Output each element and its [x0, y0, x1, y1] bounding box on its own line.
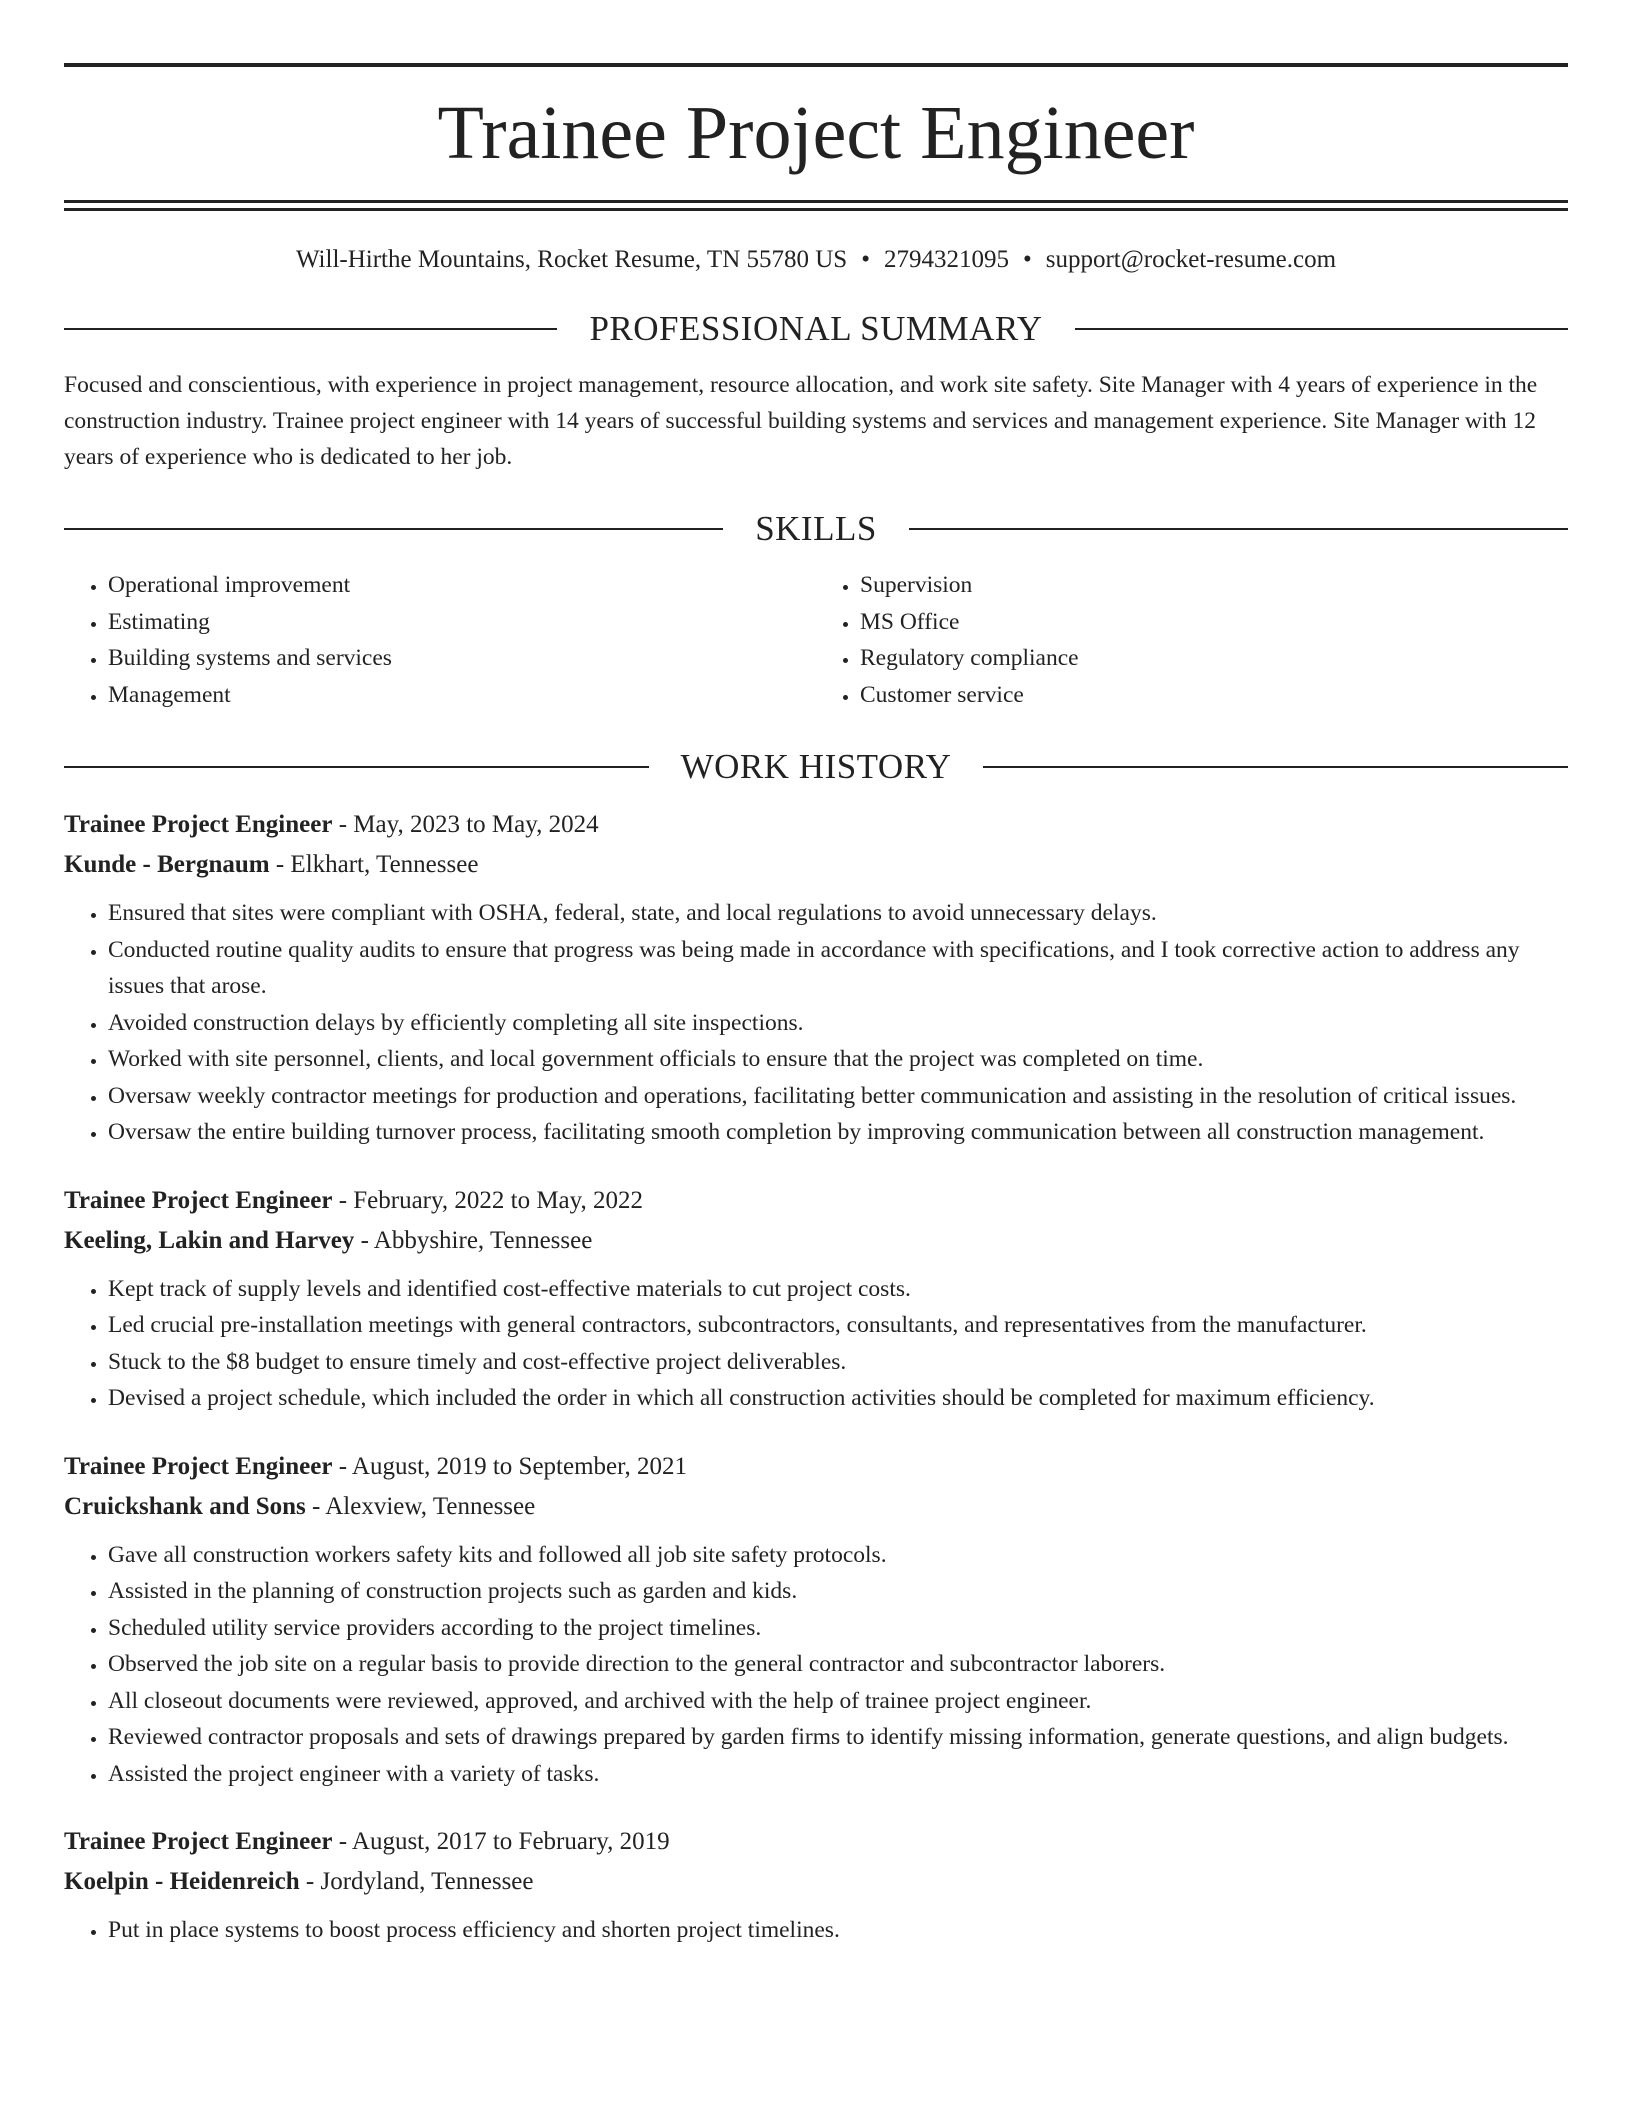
- job-bullet: • Gave all construction workers safety kits and followed all job site safety protocols.: [108, 1537, 1568, 1574]
- work-history-heading: [64, 747, 1568, 787]
- job-bullet: • Oversaw weekly contractor meetings for production and operations, facilitating better communication and assisting in the resolution of critical issues.: [108, 1078, 1568, 1115]
- job-location: - Elkhart, Tennessee: [269, 851, 479, 878]
- job-company: Keeling, Lakin and Harvey: [64, 1226, 355, 1254]
- skills-list: [64, 567, 1568, 713]
- skills-column-right: [816, 567, 1568, 713]
- job-dates: - February, 2022 to May, 2022: [332, 1186, 644, 1214]
- job-title: Trainee Project Engineer: [64, 1452, 333, 1480]
- heading-rule-right: [1075, 328, 1568, 330]
- contact-email[interactable]: support@rocket-resume.com: [1045, 246, 1337, 273]
- job-bullet: • Worked with site personnel, clients, and local government officials to ensure that the project was completed on time.: [108, 1041, 1568, 1078]
- job-dates: - May, 2023 to May, 2024: [332, 811, 599, 838]
- heading-rule-left: [64, 528, 723, 530]
- job-bullets: [64, 1537, 1568, 1793]
- job-bullet: • Assisted the project engineer with a variety of tasks.: [108, 1756, 1568, 1793]
- job-bullet: • Led crucial pre-installation meetings with general contractors, subcontractors, consultants, and representatives from the manufacturer.: [108, 1307, 1568, 1344]
- resume-page: [64, 0, 1568, 1949]
- job-bullet: • Devised a project schedule, which included the order in which all construction activities should be completed for maximum efficiency.: [108, 1380, 1568, 1417]
- job-bullet: • Stuck to the $8 budget to ensure timely and cost-effective project deliverables.: [108, 1344, 1568, 1381]
- job-entry: [64, 1822, 1568, 1949]
- job-title-line: [64, 1447, 1568, 1487]
- skill-item: • Estimating: [108, 604, 816, 641]
- contact-phone: 2794321095: [883, 246, 1009, 273]
- job-company-line: [64, 845, 1568, 885]
- top-rule: [64, 63, 1568, 67]
- contact-line: [64, 245, 1568, 275]
- job-dates: - August, 2019 to September, 2021: [332, 1452, 687, 1480]
- skill-item: • Operational improvement: [108, 567, 816, 604]
- job-title-line: [64, 805, 1568, 845]
- job-bullet: • Avoided construction delays by efficiently completing all site inspections.: [108, 1005, 1568, 1042]
- name-double-rule: [64, 200, 1568, 211]
- job-bullets: [64, 1271, 1568, 1417]
- job-company-line: [64, 1862, 1568, 1902]
- job-company-line: [64, 1221, 1568, 1261]
- contact-address: Will-Hirthe Mountains, Rocket Resume, TN 55780 US: [295, 246, 848, 273]
- job-bullet: • Kept track of supply levels and identified cost-effective materials to cut project costs.: [108, 1271, 1568, 1308]
- contact-separator: •: [1022, 246, 1032, 273]
- job-bullet: • Ensured that sites were compliant with OSHA, federal, state, and local regulations to avoid unnecessary delays.: [108, 895, 1568, 932]
- job-bullet: • Observed the job site on a regular basis to provide direction to the general contractor and subcontractor laborers.: [108, 1646, 1568, 1683]
- job-entry: [64, 1181, 1568, 1417]
- job-title-line: [64, 1822, 1568, 1862]
- job-bullet: • Oversaw the entire building turnover process, facilitating smooth completion by improving communication between all construction management.: [108, 1114, 1568, 1151]
- job-bullets: [64, 1912, 1568, 1949]
- summary-text: Focused and conscientious, with experience in project management, resource allocation, and work site safety. Site Manager with 4 years of experience in the construction industry. Trainee project engineer with 14 years of successful building systems and services and management experience. Site Manager with 12 years of experience who is dedicated to her job.: [64, 372, 1538, 470]
- job-company-line: [64, 1487, 1568, 1527]
- summary-heading-text: PROFESSIONAL SUMMARY: [589, 309, 1043, 348]
- heading-rule-right: [909, 528, 1568, 530]
- job-title-line: [64, 1181, 1568, 1221]
- job-bullet: • All closeout documents were reviewed, approved, and archived with the help of trainee project engineer.: [108, 1683, 1568, 1720]
- job-location: - Jordyland, Tennessee: [299, 1868, 534, 1895]
- summary-heading: [64, 309, 1568, 349]
- skill-item: • Management: [108, 677, 816, 714]
- job-bullet: • Put in place systems to boost process efficiency and shorten project timelines.: [108, 1912, 1568, 1949]
- job-company: Kunde - Bergnaum: [64, 851, 270, 878]
- job-entry: [64, 805, 1568, 1151]
- skills-heading: [64, 509, 1568, 549]
- job-title: Trainee Project Engineer: [64, 1828, 333, 1855]
- job-title: Trainee Project Engineer: [64, 811, 333, 838]
- job-bullet: • Reviewed contractor proposals and sets of drawings prepared by garden firms to identify missing information, generate questions, and align budgets.: [108, 1719, 1568, 1756]
- job-company: Koelpin - Heidenreich: [64, 1868, 300, 1895]
- job-entry: [64, 1447, 1568, 1793]
- heading-rule-left: [64, 766, 649, 768]
- heading-rule-right: [983, 766, 1568, 768]
- resume-name: Trainee Project Engineer: [437, 91, 1195, 175]
- skills-column-left: [64, 567, 816, 713]
- skills-heading-text: SKILLS: [755, 509, 877, 548]
- skill-item: • Building systems and services: [108, 640, 816, 677]
- job-location: - Alexview, Tennessee: [305, 1492, 536, 1520]
- job-title: Trainee Project Engineer: [64, 1186, 333, 1214]
- job-bullet: • Assisted in the planning of construction projects such as garden and kids.: [108, 1573, 1568, 1610]
- job-company: Cruickshank and Sons: [64, 1492, 306, 1520]
- job-dates: - August, 2017 to February, 2019: [332, 1828, 670, 1855]
- skill-item: • Supervision: [860, 567, 1568, 604]
- skill-item: • Customer service: [860, 677, 1568, 714]
- contact-separator: •: [861, 246, 870, 273]
- skill-item: • MS Office: [860, 604, 1568, 641]
- job-bullet: • Conducted routine quality audits to ensure that progress was being made in accordance with specifications, and I took corrective action to address any issues that arose.: [108, 932, 1568, 1005]
- job-bullet: • Scheduled utility service providers according to the project timelines.: [108, 1610, 1568, 1647]
- heading-rule-left: [64, 328, 557, 330]
- job-bullets: [64, 895, 1568, 1151]
- job-location: - Abbyshire, Tennessee: [354, 1226, 593, 1254]
- skill-item: • Regulatory compliance: [860, 640, 1568, 677]
- work-history-heading-text: WORK HISTORY: [680, 747, 952, 786]
